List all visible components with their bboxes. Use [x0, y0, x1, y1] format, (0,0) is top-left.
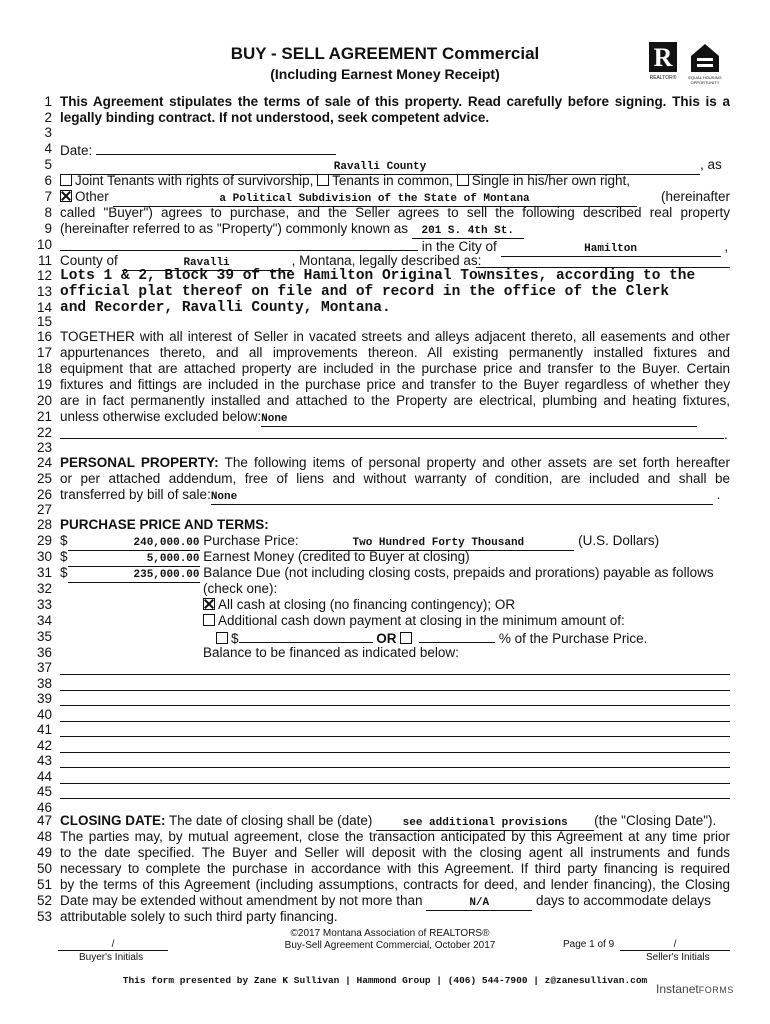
- line-number: 9: [44, 221, 52, 236]
- closing-line-49: to the date specified. The Buyer and Seller will deposit with the closing agent all instruments and funds: [60, 845, 730, 860]
- percent-label: % of the Purchase Price.: [498, 631, 648, 646]
- dollar-sign: $: [60, 549, 68, 564]
- line-number: 23: [36, 440, 52, 455]
- line-number: 12: [36, 268, 52, 283]
- earnest-amount-field[interactable]: 5,000.00: [68, 553, 200, 567]
- other-field[interactable]: a Political Subdivision of the State of Montana: [113, 193, 637, 207]
- closing-line-53: attributable solely to such third party financing.: [60, 909, 338, 924]
- instanet-brand: Instanet: [656, 982, 699, 996]
- line-number: 51: [36, 877, 52, 892]
- additional-cash-checkbox[interactable]: [203, 614, 215, 626]
- line-number: 50: [36, 861, 52, 876]
- commonly-known-label: (hereinafter referred to as "Property") commonly known as: [60, 221, 408, 236]
- line-number: 45: [36, 784, 52, 799]
- together-line-16: TOGETHER with all interest of Seller in vacated streets and alleys adjacent thereto, all easements and other: [60, 329, 730, 344]
- excluded-period: .: [724, 427, 728, 442]
- legal-description-line-2[interactable]: official plat thereof on file and of record in the office of the Clerk: [60, 284, 670, 300]
- excluded-field[interactable]: None: [261, 413, 697, 427]
- line-number: 24: [36, 455, 52, 470]
- or-text: OR: [376, 631, 397, 646]
- together-line-17: appurtenances thereto, and all improvements thereon. All existing permanently installed fixtures and: [60, 345, 730, 360]
- personal-property-period: .: [716, 487, 721, 502]
- joint-tenants-label: Joint Tenants with rights of survivorship,: [75, 173, 314, 188]
- additional-cash-label: Additional cash down payment at closing in the minimum amount of:: [218, 613, 625, 628]
- line-number: 49: [36, 845, 52, 860]
- purchase-heading: PURCHASE PRICE AND TERMS:: [60, 517, 269, 532]
- personal-property-line-25: or per attached addendum, free of liens and without warranty of condition, are included and shall be: [60, 471, 730, 486]
- financing-blank-line[interactable]: [60, 766, 730, 768]
- in-city-label: in the City of: [421, 239, 497, 254]
- line-number: 16: [36, 329, 52, 344]
- line-number: 18: [36, 361, 52, 376]
- line-number: 48: [36, 829, 52, 844]
- line-number: 11: [37, 253, 52, 268]
- dollar-sign: $: [60, 533, 68, 548]
- closing-line-50: necessary to complete the purchase in accordance with this Agreement. If third party financing is required: [60, 861, 730, 876]
- financing-blank-line[interactable]: [60, 735, 730, 737]
- all-cash-label: All cash at closing (no financing contingency); OR: [218, 597, 516, 612]
- tenants-common-label: Tenants in common,: [332, 173, 453, 188]
- additional-percent-checkbox[interactable]: [400, 632, 412, 644]
- property-address-field[interactable]: 201 S. 4th St.: [412, 225, 524, 239]
- additional-amount-checkbox[interactable]: [216, 632, 228, 644]
- seller-initials-field[interactable]: /: [620, 940, 730, 951]
- excluded-label: unless otherwise excluded below:: [60, 409, 262, 424]
- line-number: 46: [36, 800, 52, 815]
- balance-due-label: Balance Due (not including closing costs, prepaids and prorations) payable as follows: [203, 565, 714, 580]
- buyer-initials-label: Buyer's Initials: [79, 952, 144, 963]
- personal-property-field[interactable]: None: [211, 491, 713, 505]
- line-number: 17: [36, 345, 52, 360]
- line-number: 35: [36, 629, 52, 644]
- other-checkbox[interactable]: [60, 190, 72, 202]
- check-one-label: (check one):: [203, 581, 278, 596]
- instanet-forms: FORMS: [698, 985, 734, 995]
- line-number: 13: [36, 284, 52, 299]
- hereinafter-text: (hereinafter: [660, 189, 730, 204]
- line-number: 39: [36, 691, 52, 706]
- line-number: 37: [36, 660, 52, 675]
- line-number: 52: [36, 893, 52, 908]
- dollar-sign: $: [60, 565, 68, 580]
- together-line-18: equipment that are attached property are included in the purchase price and transfer to the Buyer. Certain: [60, 361, 730, 376]
- footer-copyright: ©2017 Montana Association of REALTORS®: [290, 928, 490, 939]
- excluded-continuation-row: [60, 425, 730, 443]
- line-number: 42: [36, 738, 52, 753]
- city-comma: ,: [724, 239, 729, 254]
- all-cash-row: [203, 597, 730, 613]
- financing-blank-line[interactable]: [60, 797, 730, 799]
- intro-line-1: This Agreement stipulates the terms of sale of this property. Read carefully before signing. This is a: [60, 94, 730, 109]
- seller-initials-label: Seller's Initials: [646, 952, 710, 963]
- closing-date-field[interactable]: see additional provisions: [376, 817, 594, 831]
- line-number: 47: [36, 813, 52, 828]
- line-number: 3: [44, 125, 52, 140]
- buyer-name-field[interactable]: Ravalli County: [60, 161, 700, 175]
- document-subtitle: (Including Earnest Money Receipt): [270, 66, 500, 82]
- personal-property-line-24: [60, 455, 730, 471]
- date-field[interactable]: [96, 141, 336, 155]
- line-number: 40: [36, 707, 52, 722]
- line-number: 19: [36, 377, 52, 392]
- personal-property-heading: PERSONAL PROPERTY:: [60, 455, 219, 470]
- additional-cash-row: [203, 613, 730, 629]
- line-number: 36: [36, 645, 52, 660]
- balance-financed-label: Balance to be financed as indicated below:: [203, 645, 459, 660]
- closing-date-heading: CLOSING DATE:: [60, 813, 166, 828]
- closing-date-label: The date of closing shall be (date): [169, 813, 373, 828]
- county-label: County of: [60, 253, 118, 268]
- instanet-logo: [656, 982, 734, 996]
- line-number: 29: [36, 533, 52, 548]
- page-number: Page 1 of 9: [563, 939, 615, 950]
- line-number: 33: [36, 597, 52, 612]
- tenancy-row: [60, 173, 730, 189]
- line-number: 41: [36, 722, 52, 737]
- closing-line-51: by the terms of this Agreement (including assumptions, contracts for deed, and lender financing), the Closing: [60, 877, 730, 892]
- line-number: 7: [44, 189, 52, 204]
- financing-blank-line[interactable]: [60, 673, 730, 675]
- line-number: 2: [44, 110, 52, 125]
- address-continuation-field[interactable]: [60, 237, 418, 251]
- together-line-20: are in fact permanently installed and attached to the Property are electrical, plumbing and heating fixtures,: [60, 393, 730, 408]
- buyer-called-line: called "Buyer") agrees to purchase, and the Seller agrees to sell the following described real property: [60, 205, 730, 220]
- personal-property-row-26: [60, 487, 730, 505]
- tenants-common-checkbox[interactable]: [317, 174, 329, 186]
- personal-property-text-24: The following items of personal property and other assets are set forth hereafter: [224, 455, 730, 470]
- header-logos: [645, 40, 725, 90]
- extension-days-field[interactable]: N/A: [426, 897, 532, 911]
- as-text: , as: [700, 157, 722, 172]
- financing-blank-line[interactable]: [60, 782, 730, 784]
- purchase-amount-field[interactable]: 240,000.00: [68, 537, 200, 551]
- svg-text:R: R: [653, 43, 673, 72]
- city-field[interactable]: Hamilton: [501, 243, 721, 257]
- line-number: 53: [36, 909, 52, 924]
- financing-blank-line[interactable]: [60, 689, 730, 691]
- additional-amount-field[interactable]: [239, 629, 373, 643]
- line-number: 43: [36, 753, 52, 768]
- usd-label: (U.S. Dollars): [578, 533, 660, 548]
- line-number: 38: [36, 676, 52, 691]
- other-label: Other: [75, 189, 109, 204]
- single-label: Single in his/her own right,: [471, 173, 631, 188]
- line-number: 6: [44, 173, 52, 188]
- realtor-logo-text: REALTOR®: [649, 75, 677, 81]
- montana-legally-label: , Montana, legally described as:: [291, 253, 482, 268]
- additional-percent-field[interactable]: [419, 629, 495, 643]
- excluded-continuation-field[interactable]: [60, 425, 724, 439]
- earnest-money-label: Earnest Money (credited to Buyer at closing): [203, 549, 470, 564]
- line-number: 27: [36, 502, 52, 517]
- all-cash-checkbox[interactable]: [203, 598, 215, 610]
- purchase-price-label: Purchase Price:: [203, 533, 299, 548]
- line-number: 44: [36, 769, 52, 784]
- legal-description-line-3[interactable]: and Recorder, Ravalli County, Montana.: [60, 300, 391, 316]
- joint-tenants-checkbox[interactable]: [60, 174, 72, 186]
- presented-by: This form presented by Zane K Sullivan | Hammond Group | (406) 544-7900 | z@zanesullivan.com: [122, 975, 648, 986]
- balance-amount-field[interactable]: 235,000.00: [68, 569, 200, 583]
- together-line-19: fixtures and fittings are included in the purchase price and transfer to the Buyer regardless of whether they: [60, 377, 730, 392]
- line-number: 15: [36, 314, 52, 329]
- line-number: 1: [44, 94, 52, 109]
- line-number: 22: [36, 425, 52, 440]
- single-checkbox[interactable]: [457, 174, 469, 186]
- line-number: 26: [36, 487, 52, 502]
- financing-blank-line[interactable]: [60, 720, 730, 722]
- bill-of-sale-label: transferred by bill of sale:: [60, 487, 211, 502]
- footer-form-name: Buy-Sell Agreement Commercial, October 2017: [284, 940, 496, 951]
- intro-line-2: legally binding contract. If not understood, seek competent advice.: [60, 110, 490, 125]
- extension-suffix: days to accommodate delays: [536, 893, 711, 908]
- county-field[interactable]: Ravalli: [122, 257, 292, 271]
- line-number: 8: [44, 205, 52, 220]
- date-label: Date:: [60, 143, 93, 158]
- line-number: 32: [36, 581, 52, 596]
- line-number: 28: [36, 517, 52, 532]
- dollar-sign: $: [231, 631, 239, 646]
- legal-description-line-1[interactable]: Lots 1 & 2, Block 39 of the Hamilton Original Townsites, according to the: [60, 268, 696, 284]
- equal-housing-logo-text: EQUAL HOUSING OPPORTUNITY: [688, 75, 722, 85]
- line-number: 14: [36, 300, 52, 315]
- financing-blank-line[interactable]: [60, 751, 730, 753]
- closing-date-suffix: (the "Closing Date").: [594, 813, 717, 828]
- line-number: 30: [36, 549, 52, 564]
- line-number: 20: [36, 393, 52, 408]
- line-number: 10: [36, 237, 52, 252]
- line-number: 34: [36, 613, 52, 628]
- line-number: 31: [36, 565, 52, 580]
- line-number: 5: [44, 157, 52, 172]
- closing-line-48: The parties may, by mutual agreement, close the transaction anticipated by this Agreement at any time prior: [60, 829, 730, 844]
- line-number: 4: [44, 141, 52, 156]
- buyer-initials-field[interactable]: /: [58, 940, 168, 951]
- financing-blank-line[interactable]: [60, 704, 730, 706]
- extension-label: Date may be extended without amendment by not more than: [60, 893, 423, 908]
- line-number: 25: [36, 471, 52, 486]
- line-number: 21: [36, 409, 52, 424]
- purchase-words-field[interactable]: Two Hundred Forty Thousand: [302, 537, 574, 551]
- document-title: BUY - SELL AGREEMENT Commercial: [230, 44, 540, 63]
